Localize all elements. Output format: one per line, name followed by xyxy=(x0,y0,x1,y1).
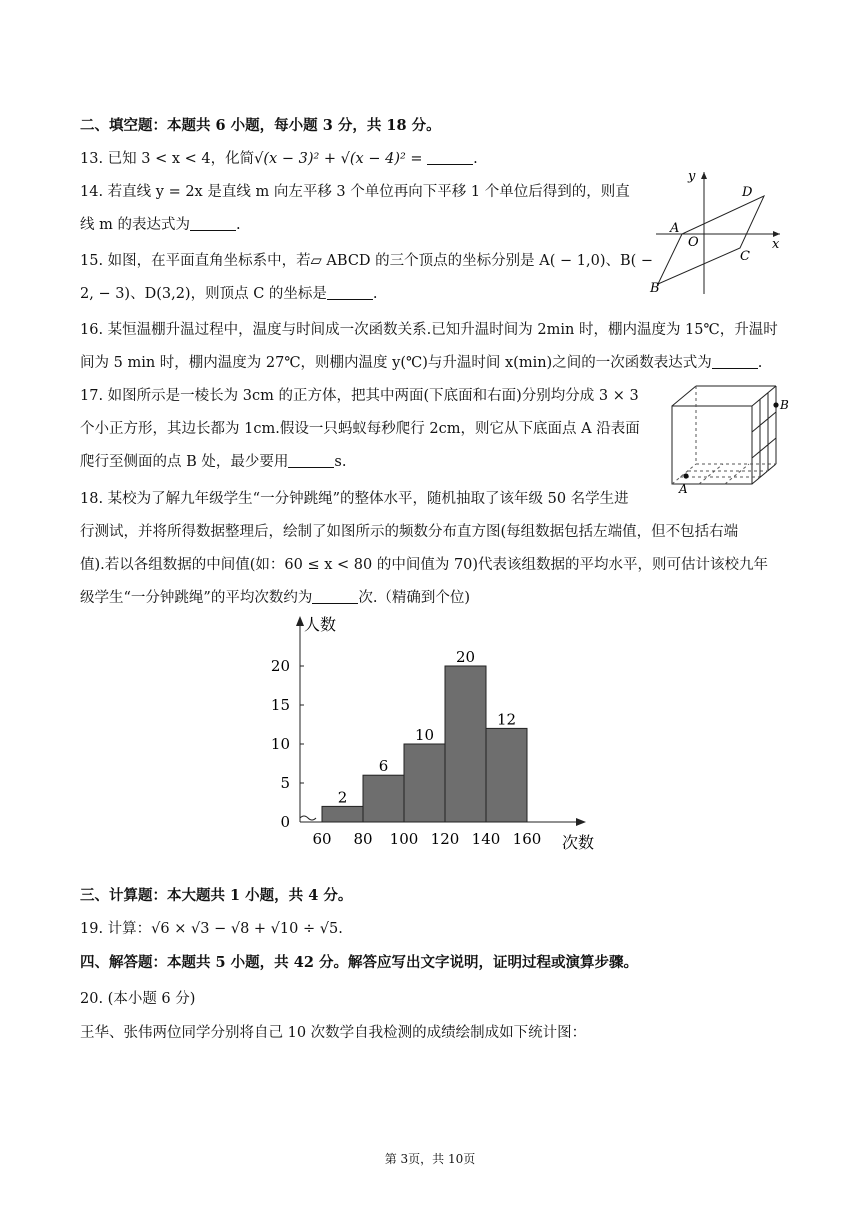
y-tick-label: 10 xyxy=(270,735,290,753)
question-18-line-4 xyxy=(80,586,470,607)
y-axis-arrow xyxy=(296,616,304,626)
histogram-bar xyxy=(445,666,486,822)
label-x: x xyxy=(772,237,780,252)
cube-edge xyxy=(752,464,776,484)
label-a: A xyxy=(679,482,688,496)
bar-value-label: 12 xyxy=(496,710,517,729)
label-a: A xyxy=(670,221,680,236)
histogram-bar xyxy=(486,728,527,822)
cube-edge xyxy=(752,386,776,406)
grid-line xyxy=(725,464,749,484)
q17-text: 爬行至侧面的点 B 处，最少要用 xyxy=(80,454,289,470)
q13-text: 13. 已知 3 < x < 4，化简 xyxy=(80,151,255,167)
parallelogram-abcd xyxy=(658,196,764,284)
q18-post: 次.（精确到个位) xyxy=(358,590,471,606)
bar-value-label: 10 xyxy=(414,726,435,744)
question-18-line-2: 行测试，并将所得数据整理后，绘制了如图所示的频数分布直方图(每组数据包括左端值，但不包括右端 xyxy=(80,524,739,540)
answer-blank[interactable] xyxy=(312,589,358,604)
question-17-line-3 xyxy=(80,450,346,471)
x-tick-label: 60 xyxy=(312,830,332,848)
question-14-line-2 xyxy=(80,213,241,234)
section-heading-answer: 四、解答题：本题共 5 小题，共 42 分。解答应写出文字说明，证明过程或演算步骤。 xyxy=(80,954,638,971)
answer-blank[interactable] xyxy=(427,150,473,165)
point-a xyxy=(683,473,688,478)
x-tick-label: 80 xyxy=(353,830,373,848)
y-tick-label: 5 xyxy=(280,774,290,792)
question-19: 19. 计算：√6 × √3 − √8 + √10 ÷ √5. xyxy=(80,921,343,937)
q13-expression: √(x − 3)² + √(x − 4)² = xyxy=(254,151,423,167)
frequency-histogram xyxy=(258,612,608,852)
q13-post: . xyxy=(473,151,478,167)
q14-post: . xyxy=(235,217,241,233)
histogram-bar xyxy=(322,806,363,822)
histogram-bar xyxy=(363,775,404,822)
x-tick-label: 160 xyxy=(512,830,542,848)
question-16-line-2 xyxy=(80,351,762,372)
label-b: B xyxy=(650,281,660,296)
answer-blank[interactable] xyxy=(327,285,373,300)
y-tick-label: 15 xyxy=(270,696,290,714)
x-tick-label: 100 xyxy=(389,830,419,848)
x-axis-title: 次数 xyxy=(562,833,595,852)
label-b: B xyxy=(780,398,789,412)
label-y: y xyxy=(688,169,696,184)
q18-text: 级学生“一分钟跳绳”的平均次数约为 xyxy=(80,590,313,606)
q15-text: 2, − 3)、D(3,2)，则顶点 C 的坐标是 xyxy=(80,286,327,302)
answer-blank[interactable] xyxy=(190,216,236,231)
histogram-bar xyxy=(404,744,445,822)
bar-value-label: 20 xyxy=(455,648,476,666)
label-d: D xyxy=(742,185,753,200)
answer-blank[interactable] xyxy=(288,453,334,468)
q16-post: . xyxy=(757,355,763,371)
answer-blank[interactable] xyxy=(712,354,758,369)
page-footer: 第 3页，共 10页 xyxy=(384,1152,476,1166)
q17-post: s. xyxy=(334,454,347,470)
cube-edge xyxy=(672,386,696,406)
question-15-line-1: 15. 如图，在平面直角坐标系中，若▱ ABCD 的三个顶点的坐标分别是 A( − 1,0)、B( − xyxy=(80,253,654,269)
question-20-heading: 20. (本小题 6 分) xyxy=(80,991,196,1007)
x-axis-arrow xyxy=(576,818,586,826)
point-b xyxy=(773,402,778,407)
label-c: C xyxy=(740,249,750,264)
section-heading-calculation: 三、计算题：本大题共 1 小题，共 4 分。 xyxy=(80,887,353,904)
cube-hidden-edge xyxy=(672,464,696,484)
axis-break xyxy=(300,816,316,820)
grid-line xyxy=(699,464,723,484)
question-16-line-1: 16. 某恒温棚升温过程中，温度与时间成一次函数关系.已知升温时间为 2min 时，棚内温度为 15℃，升温时 xyxy=(80,322,778,338)
question-17-line-2: 个小正方形，其边长都为 1cm.假设一只蚂蚁每秒爬行 2cm，则它从下底面点 A 沿表面 xyxy=(80,421,640,437)
question-20-text: 王华、张伟两位同学分别将自己 10 次数学自我检测的成绩绘制成如下统计图： xyxy=(80,1025,587,1041)
x-tick-label: 120 xyxy=(430,830,460,848)
question-17-line-1: 17. 如图所示是一棱长为 3cm 的正方体，把其中两面(下底面和右面)分别均分成 3 × 3 xyxy=(80,388,639,404)
section-heading-fill-in: 二、填空题：本题共 6 小题，每小题 3 分，共 18 分。 xyxy=(80,117,441,134)
question-18-line-1: 18. 某校为了解九年级学生“一分钟跳绳”的整体水平，随机抽取了该年级 50 名学生进 xyxy=(80,491,629,507)
q16-text: 间为 5 min 时，棚内温度为 27℃，则棚内温度 y(℃)与升温时间 x(min)之间的一次函数表达式为 xyxy=(80,355,712,371)
cube-front-face xyxy=(672,406,752,484)
q15-post: . xyxy=(372,286,378,302)
question-14-line-1: 14. 若直线 y = 2x 是直线 m 向左平移 3 个单位再向下平移 1 个单位后得到的，则直 xyxy=(80,184,630,200)
y-tick-label: 20 xyxy=(270,657,290,675)
question-18-line-3: 值).若以各组数据的中间值(如：60 ≤ x < 80 的中间值为 70)代表该组数据的平均水平，则可估计该校九年 xyxy=(80,557,769,573)
label-o: O xyxy=(688,235,699,250)
cube-figure xyxy=(664,378,814,496)
bar-value-label: 6 xyxy=(378,757,389,776)
parallelogram-figure xyxy=(648,166,786,298)
question-13 xyxy=(80,147,478,168)
y-tick-label: 0 xyxy=(280,813,290,831)
y-axis-title: 人数 xyxy=(304,615,337,634)
q14-text: 线 m 的表达式为 xyxy=(80,217,190,233)
x-tick-label: 140 xyxy=(471,830,501,848)
grid-line xyxy=(752,438,776,458)
bar-value-label: 2 xyxy=(337,788,348,807)
y-axis-arrow xyxy=(701,172,707,179)
grid-line xyxy=(752,412,776,432)
question-15-line-2 xyxy=(80,282,378,303)
